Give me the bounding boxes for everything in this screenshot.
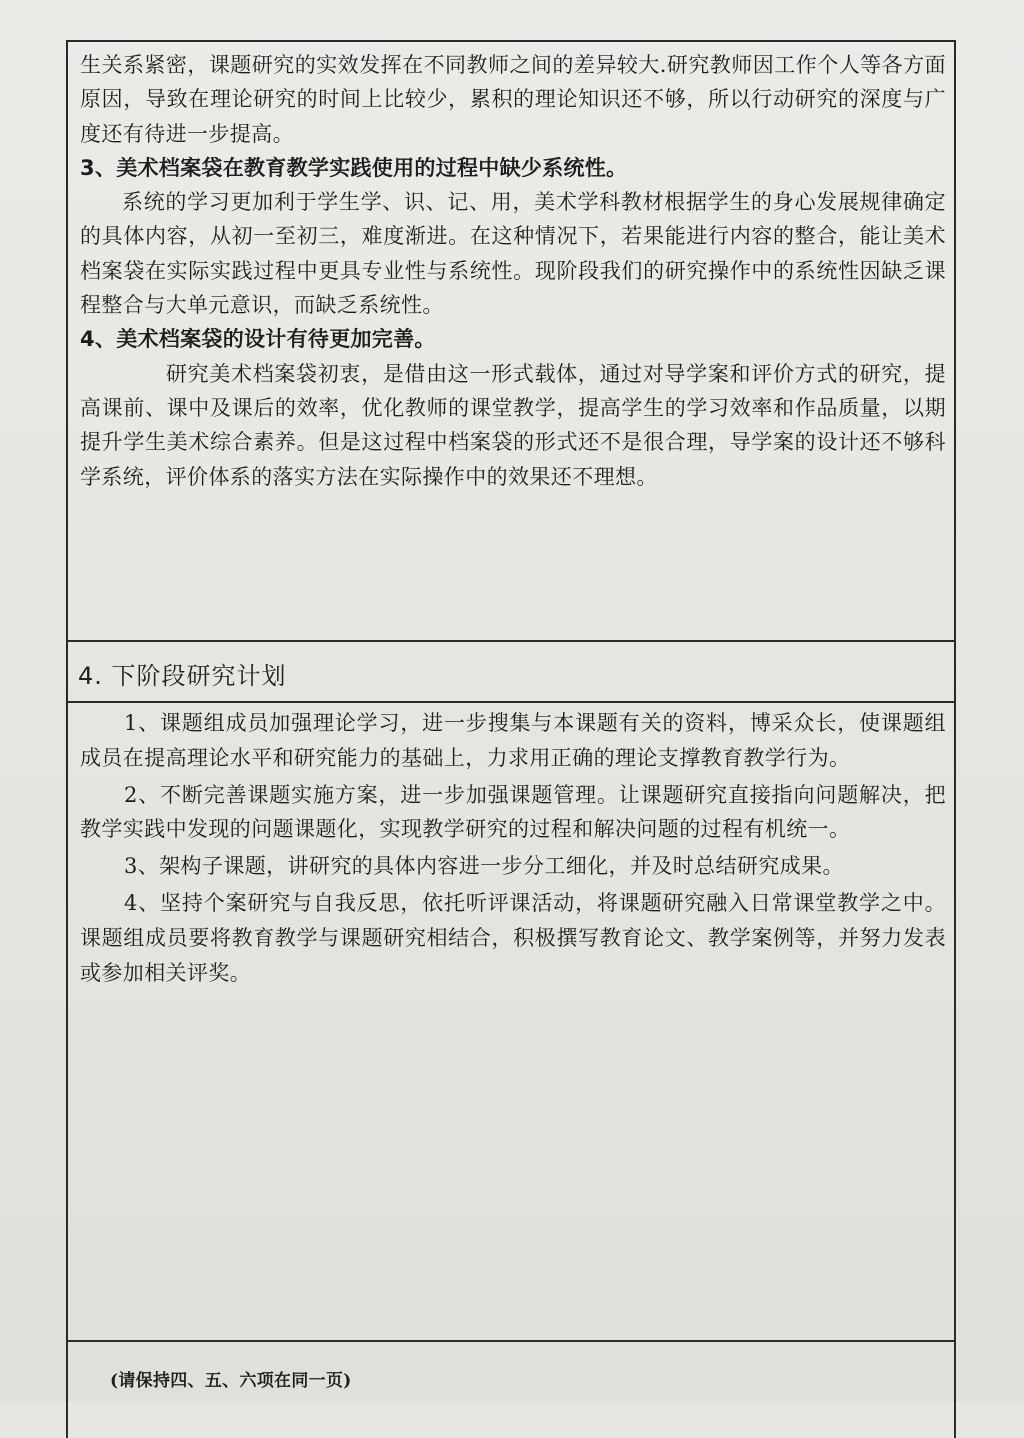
section-4-plan bbox=[80, 706, 946, 992]
table-bottom-border bbox=[66, 1340, 954, 1342]
plan-item-2: 2、不断完善课题实施方案，进一步加强课题管理。让课题研究直接指向问题解决，把教学实践中发现的问题课题化，实现教学研究的过程和解决问题的过程有机统一。 bbox=[80, 782, 946, 842]
item-3-body: 系统的学习更加利于学生学、识、记、用，美术学科教材根据学生的身心发展规律确定的具体内容，从初一至初三，难度渐进。在这种情况下，若果能进行内容的整合，能让美术档案袋在实际实践过程中更具专业性与系统性。现阶段我们的研究操作中的系统性因缺乏课程整合与大单元意识，而缺乏系统性。 bbox=[80, 190, 946, 318]
item-4-heading: 4、美术档案袋的设计有待更加完善。 bbox=[80, 327, 436, 352]
item-4-body: 研究美术档案袋初衷，是借由这一形式载体，通过对导学案和评价方式的研究，提高课前、课中及课后的效率，优化教师的课堂教学，提高学生的学习效率和作品质量，以期提升学生美术综合素养。但是这过程中档案袋的形式还不是很合理，导学案的设计还不够科学系统，评价体系的落实方法在实际操作中的效果还不理想。 bbox=[80, 361, 946, 489]
section-3-continued bbox=[80, 48, 946, 494]
footnote: (请保持四、五、六项在同一页) bbox=[110, 1371, 352, 1391]
section-4-title: 4. 下阶段研究计划 bbox=[78, 662, 287, 690]
section-divider-bottom bbox=[66, 701, 954, 703]
intro-paragraph: 生关系紧密，课题研究的实效发挥在不同教师之间的差异较大.研究教师因工作个人等各方面原因，导致在理论研究的时间上比较少，累积的理论知识还不够，所以行动研究的深度与广度还有待进一步提高。 bbox=[80, 53, 946, 146]
plan-item-4: 4、坚持个案研究与自我反思，依托听评课活动，将课题研究融入日常课堂教学之中。课题组成员要将教育教学与课题研究相结合，积极撰写教育论文、教学案例等，并努力发表或参加相关评奖。 bbox=[80, 890, 946, 985]
plan-item-1: 1、课题组成员加强理论学习，进一步搜集与本课题有关的资料，博采众长，使课题组成员在提高理论水平和研究能力的基础上，力求用正确的理论支撑教育教学行为。 bbox=[80, 711, 946, 770]
item-3-heading: 3、美术档案袋在教育教学实践使用的过程中缺少系统性。 bbox=[80, 155, 628, 180]
section-divider-top bbox=[66, 640, 954, 642]
plan-item-3: 3、架构子课题，讲研究的具体内容进一步分工细化，并及时总结研究成果。 bbox=[124, 854, 844, 879]
table-top-border bbox=[66, 40, 954, 42]
